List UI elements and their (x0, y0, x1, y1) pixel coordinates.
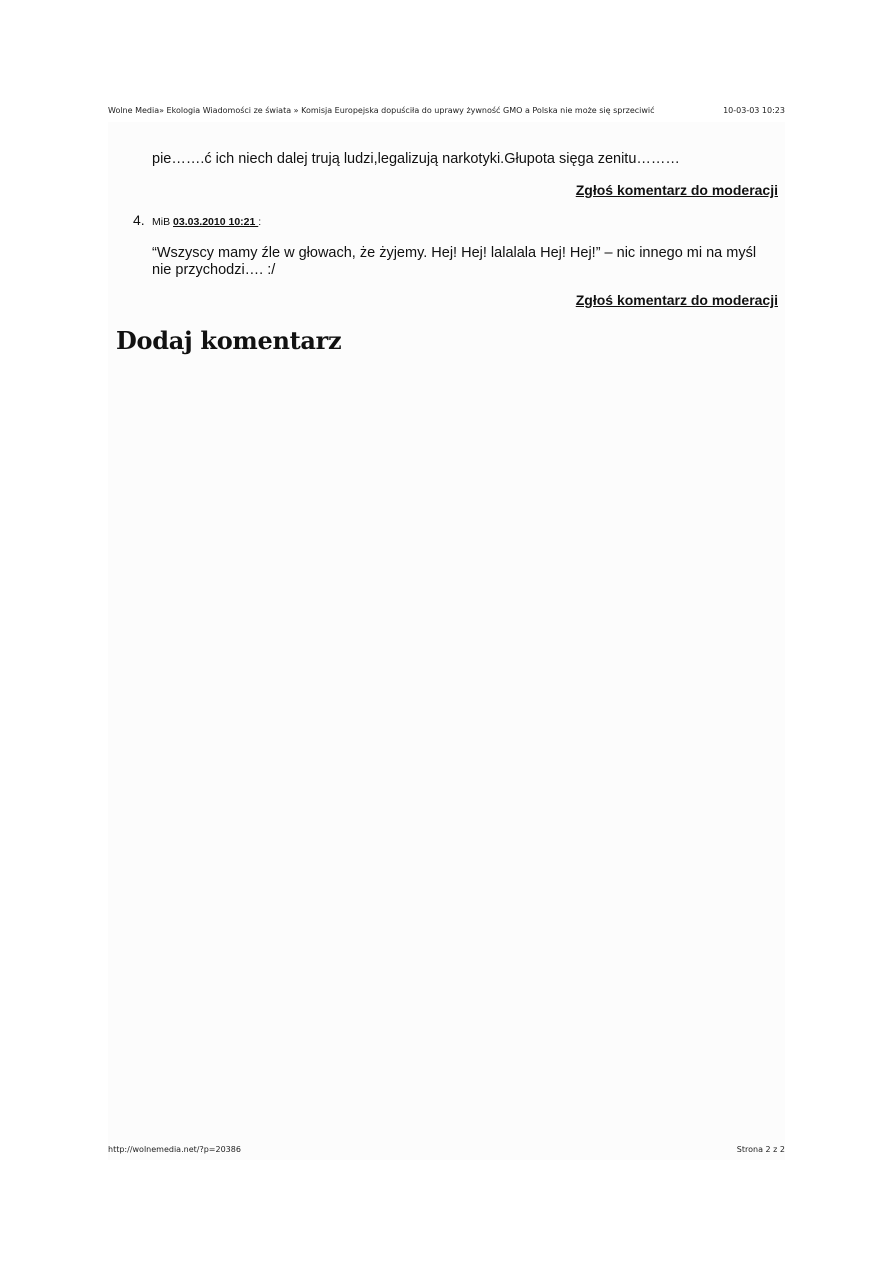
add-comment-heading: Dodaj komentarz (116, 326, 342, 355)
print-timestamp: 10-03-03 10:23 (723, 106, 785, 115)
report-comment-link[interactable]: Zgłoś komentarz do moderacji (575, 292, 778, 308)
comment-author: MiB (152, 216, 171, 228)
report-comment-link[interactable]: Zgłoś komentarz do moderacji (575, 182, 778, 198)
comment-meta-separator: : (258, 216, 262, 228)
print-footer (108, 1145, 785, 1157)
comment-date-link[interactable]: 03.03.2010 10:21 (173, 216, 259, 228)
comment-text: “Wszyscy mamy źle w głowach, że żyjemy. Hej! Hej! lalalala Hej! Hej!” – nic innego mi na myśl nie przychodzi…. :/ (152, 245, 757, 278)
comment-number: 4. (133, 212, 145, 228)
comment-meta (152, 216, 261, 228)
page-number: Strona 2 z 2 (736, 1145, 785, 1154)
breadcrumb: Wolne Media» Ekologia Wiadomości ze świata » Komisja Europejska dopuściła do uprawy żywność GMO a Polska nie może się sprzeciwić (108, 106, 655, 115)
comment-text: pie…….ć ich niech dalej trują ludzi,legalizują narkotyki.Głupota sięga zenitu……… (152, 151, 680, 167)
print-header (108, 106, 785, 118)
page-url: http://wolnemedia.net/?p=20386 (108, 1145, 241, 1154)
